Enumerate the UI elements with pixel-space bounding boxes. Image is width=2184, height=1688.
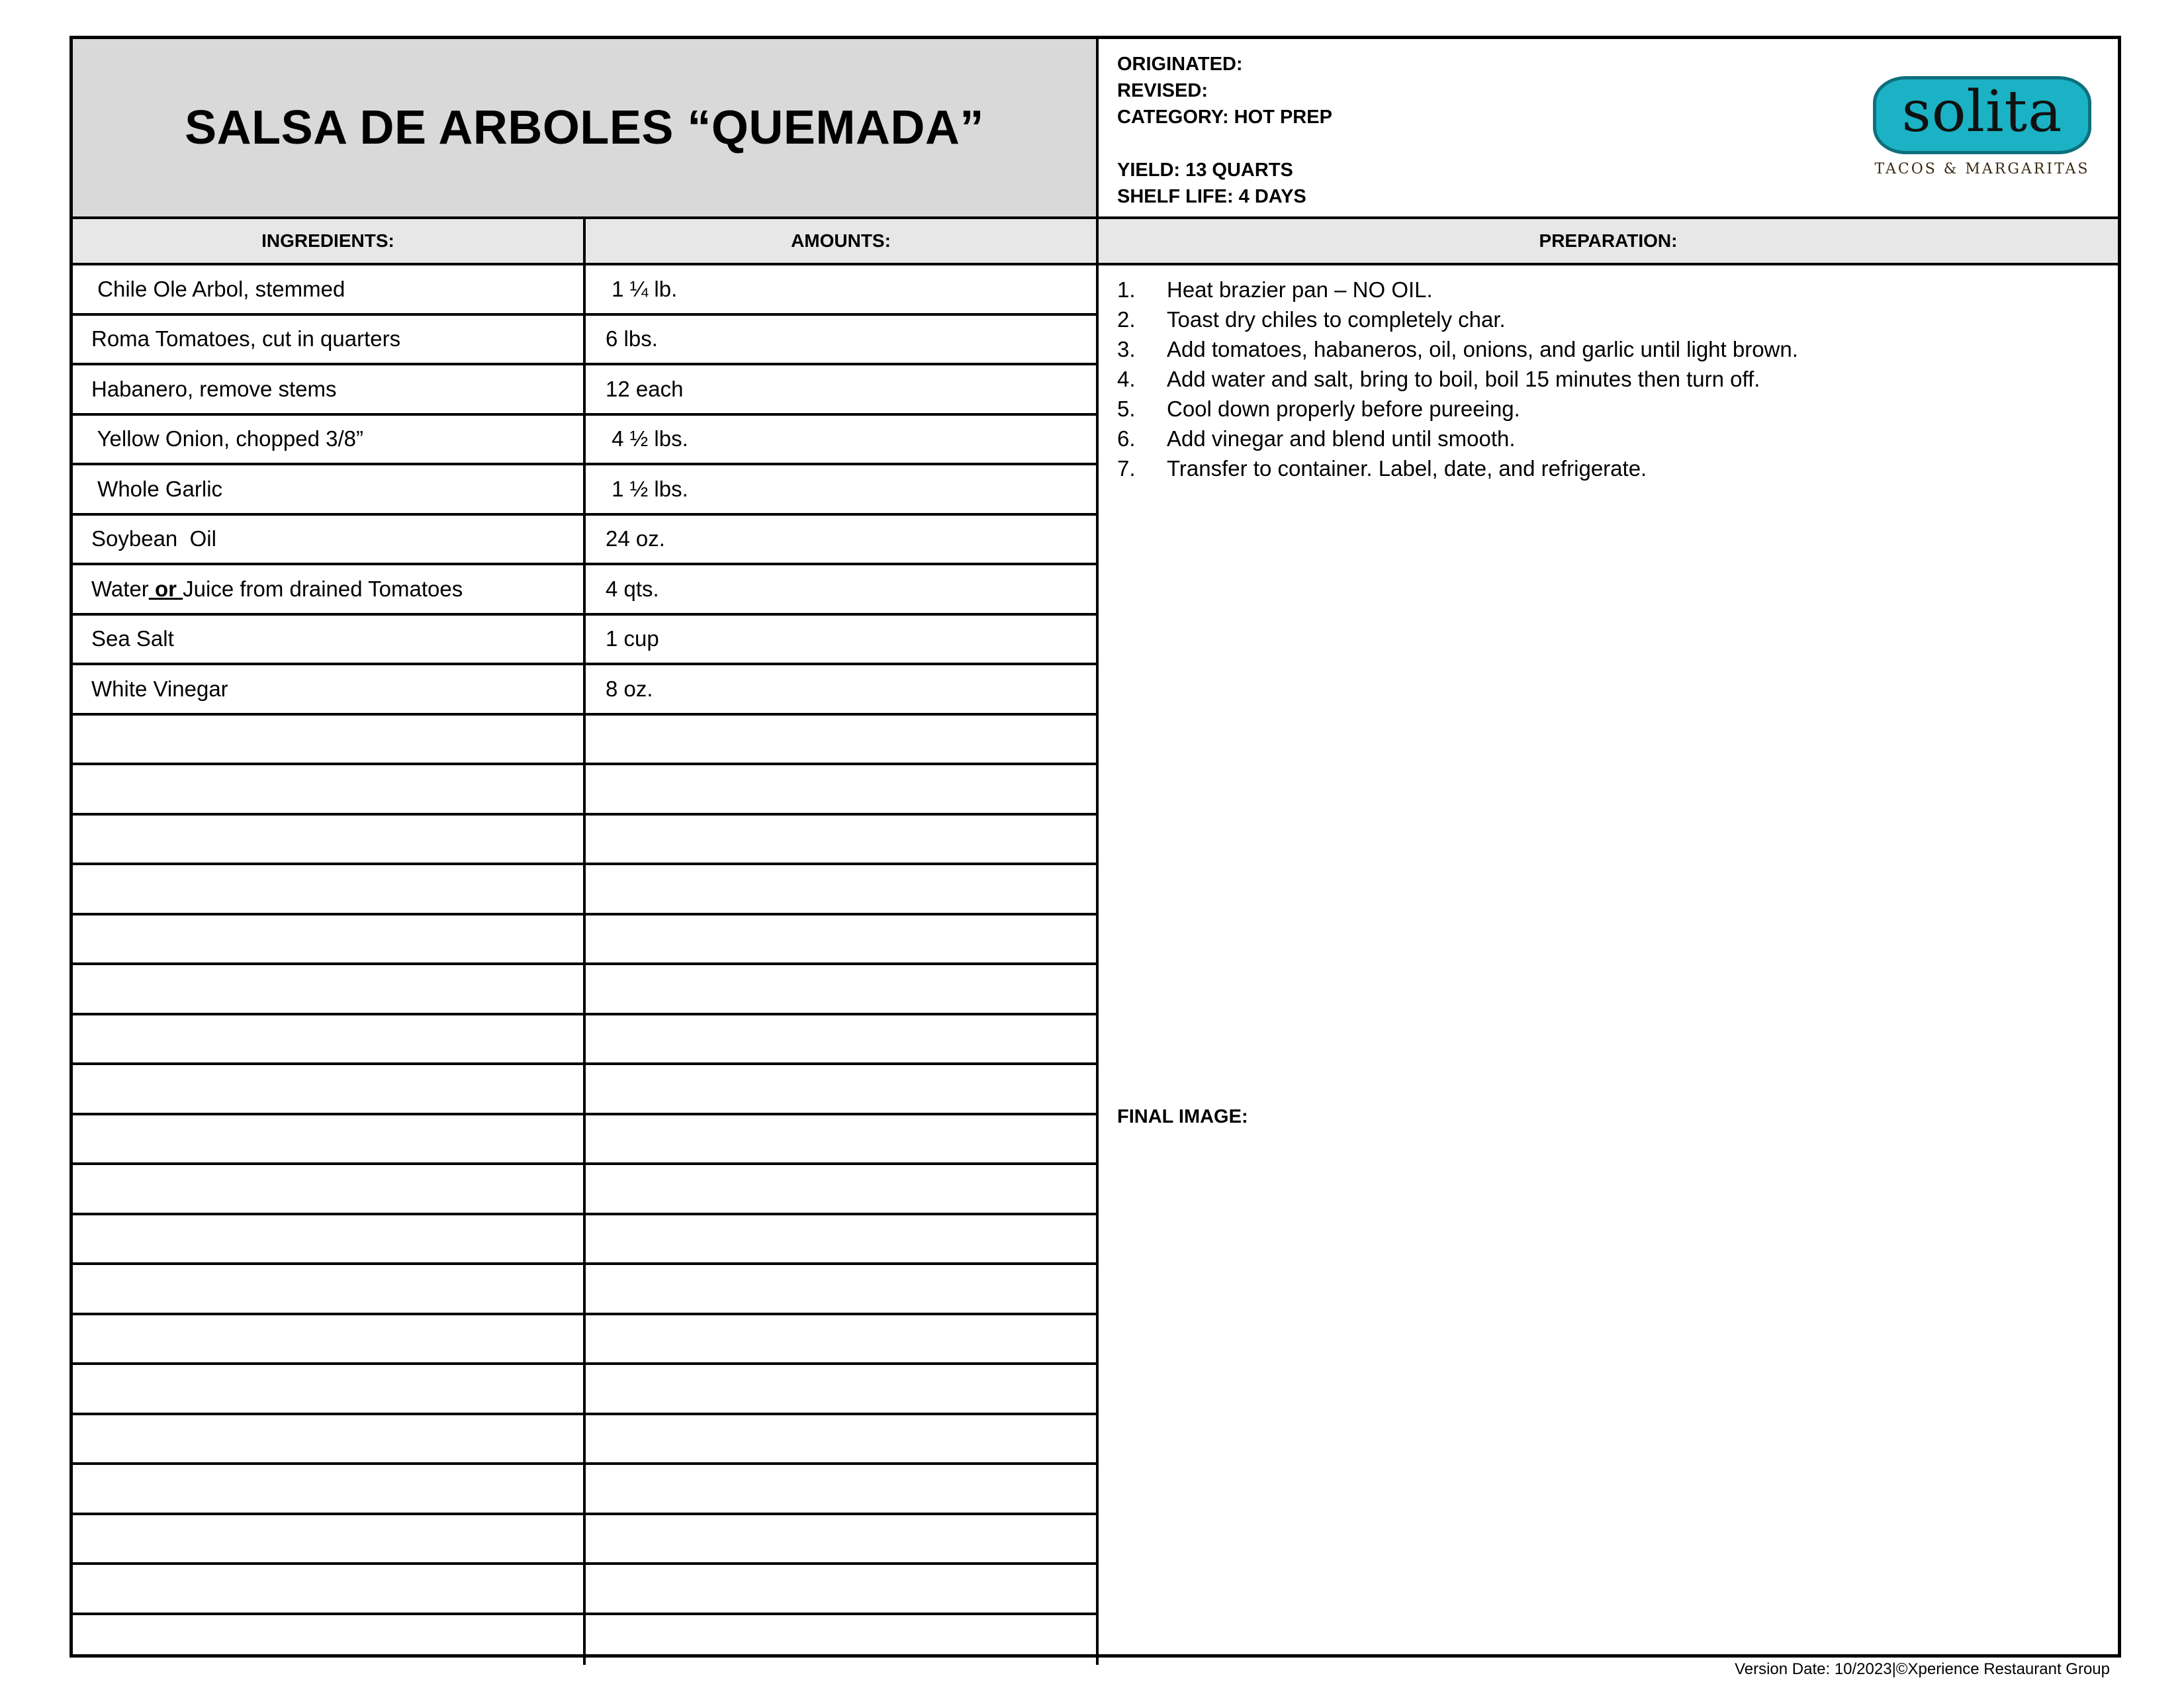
empty-row bbox=[73, 1065, 1099, 1115]
ingredient-amount: 1 cup bbox=[586, 616, 1099, 663]
list-item bbox=[1117, 424, 1798, 453]
list-item bbox=[1117, 364, 1798, 394]
ingredient-name: Chile Ole Arbol, stemmed bbox=[73, 265, 586, 313]
empty-cell bbox=[586, 1365, 1099, 1413]
empty-cell bbox=[586, 1115, 1099, 1163]
list-item bbox=[1117, 453, 1798, 483]
empty-cell bbox=[73, 1415, 586, 1463]
solita-logo bbox=[1873, 76, 2091, 182]
ingredient-name: Soybean Oil bbox=[73, 516, 586, 563]
step-number: 6. bbox=[1117, 426, 1136, 451]
ingredient-amount: 12 each bbox=[586, 365, 1099, 413]
empty-cell bbox=[73, 1315, 586, 1363]
step-number: 1. bbox=[1117, 277, 1136, 302]
empty-cell bbox=[586, 1515, 1099, 1563]
ingredient-name: Habanero, remove stems bbox=[73, 365, 586, 413]
empty-row bbox=[73, 965, 1099, 1015]
table-row bbox=[73, 616, 1099, 666]
empty-cell bbox=[586, 1065, 1099, 1113]
empty-cell bbox=[73, 1465, 586, 1513]
ingredient-name-part: Juice from drained Tomatoes bbox=[183, 576, 463, 601]
yield-label: YIELD: 13 QUARTS bbox=[1117, 160, 1293, 181]
step-number: 2. bbox=[1117, 307, 1136, 332]
empty-row bbox=[73, 1515, 1099, 1566]
title-cell bbox=[73, 39, 1099, 219]
list-item bbox=[1117, 275, 1798, 305]
empty-row bbox=[73, 1365, 1099, 1415]
step-text: Add vinegar and blend until smooth. bbox=[1167, 426, 1516, 451]
empty-cell bbox=[73, 865, 586, 913]
empty-cell bbox=[73, 1365, 586, 1413]
empty-row bbox=[73, 1615, 1099, 1665]
ingredient-amount: 8 oz. bbox=[586, 665, 1099, 713]
empty-row bbox=[73, 765, 1099, 816]
step-number: 4. bbox=[1117, 367, 1136, 391]
empty-cell bbox=[73, 915, 586, 963]
empty-cell bbox=[586, 1015, 1099, 1063]
empty-cell bbox=[73, 1565, 586, 1613]
step-number: 5. bbox=[1117, 397, 1136, 421]
underlined-or: or bbox=[148, 576, 183, 601]
amounts-header: AMOUNTS: bbox=[586, 219, 1099, 265]
table-row bbox=[73, 316, 1099, 366]
ingredient-amount: 1 ½ lbs. bbox=[586, 465, 1099, 513]
ingredient-name: Yellow Onion, chopped 3/8” bbox=[73, 416, 586, 463]
empty-row bbox=[73, 1215, 1099, 1266]
empty-row bbox=[73, 1415, 1099, 1466]
step-text: Heat brazier pan – NO OIL. bbox=[1167, 277, 1433, 302]
list-item bbox=[1117, 334, 1798, 364]
empty-row bbox=[73, 1115, 1099, 1166]
empty-cell bbox=[586, 1265, 1099, 1313]
table-row bbox=[73, 365, 1099, 416]
ingredient-name: Sea Salt bbox=[73, 616, 586, 663]
version-footer: Version Date: 10/2023|©Xperience Restaurant Group bbox=[1735, 1660, 2110, 1678]
empty-cell bbox=[73, 1265, 586, 1313]
logo-badge bbox=[1873, 76, 2091, 154]
empty-cell bbox=[586, 1565, 1099, 1613]
ingredient-name: Whole Garlic bbox=[73, 465, 586, 513]
recipe-title: SALSA DE ARBOLES “QUEMADA” bbox=[185, 101, 984, 154]
empty-cell bbox=[586, 765, 1099, 813]
step-text: Cool down properly before pureeing. bbox=[1167, 397, 1520, 421]
empty-row bbox=[73, 1315, 1099, 1366]
step-text: Transfer to container. Label, date, and refrigerate. bbox=[1167, 456, 1647, 481]
empty-cell bbox=[73, 1615, 586, 1665]
empty-row bbox=[73, 716, 1099, 766]
empty-cell bbox=[73, 765, 586, 813]
empty-cell bbox=[586, 965, 1099, 1013]
ingredient-amount: 6 lbs. bbox=[586, 316, 1099, 363]
empty-cell bbox=[586, 915, 1099, 963]
ingredient-name-part: Water bbox=[91, 576, 149, 601]
ingredient-amount: 24 oz. bbox=[586, 516, 1099, 563]
revised-label: REVISED: bbox=[1117, 80, 1208, 101]
table-row bbox=[73, 665, 1099, 716]
final-image-label: FINAL IMAGE: bbox=[1117, 1106, 1248, 1127]
empty-cell bbox=[586, 816, 1099, 863]
empty-cell bbox=[586, 716, 1099, 763]
empty-cell bbox=[73, 1215, 586, 1263]
step-text: Add water and salt, bring to boil, boil 15 minutes then turn off. bbox=[1167, 367, 1760, 391]
ingredient-amount: 4 ½ lbs. bbox=[586, 416, 1099, 463]
empty-cell bbox=[73, 1015, 586, 1063]
ingredient-name bbox=[73, 565, 586, 613]
table-row bbox=[73, 265, 1099, 316]
empty-cell bbox=[73, 1065, 586, 1113]
ingredient-amount: 4 qts. bbox=[586, 565, 1099, 613]
empty-cell bbox=[586, 1415, 1099, 1463]
empty-row bbox=[73, 1265, 1099, 1315]
preparation-steps bbox=[1117, 275, 1798, 483]
ingredients-table bbox=[73, 265, 1099, 1654]
empty-cell bbox=[73, 965, 586, 1013]
empty-cell bbox=[586, 1465, 1099, 1513]
empty-cell bbox=[586, 865, 1099, 913]
originated-label: ORIGINATED: bbox=[1117, 54, 1243, 75]
shelf-life-label: SHELF LIFE: 4 DAYS bbox=[1117, 186, 1306, 207]
step-text: Add tomatoes, habaneros, oil, onions, and garlic until light brown. bbox=[1167, 337, 1798, 361]
empty-cell bbox=[73, 1165, 586, 1213]
empty-cell bbox=[73, 816, 586, 863]
empty-cell bbox=[73, 1115, 586, 1163]
logo-wordmark: solita bbox=[1901, 79, 2063, 145]
meta-list bbox=[1117, 51, 1332, 210]
empty-cell bbox=[73, 1515, 586, 1563]
empty-row bbox=[73, 1565, 1099, 1615]
category-label: CATEGORY: HOT PREP bbox=[1117, 107, 1332, 128]
step-text: Toast dry chiles to completely char. bbox=[1167, 307, 1506, 332]
preparation-area bbox=[1099, 265, 2118, 1654]
recipe-meta bbox=[1099, 39, 2118, 219]
ingredient-amount: 1 ¼ lb. bbox=[586, 265, 1099, 313]
ingredient-name: White Vinegar bbox=[73, 665, 586, 713]
step-number: 7. bbox=[1117, 456, 1136, 481]
empty-cell bbox=[586, 1615, 1099, 1665]
empty-row bbox=[73, 1015, 1099, 1066]
table-row bbox=[73, 465, 1099, 516]
list-item bbox=[1117, 305, 1798, 334]
empty-cell bbox=[586, 1165, 1099, 1213]
step-number: 3. bbox=[1117, 337, 1136, 361]
empty-cell bbox=[586, 1215, 1099, 1263]
recipe-card bbox=[69, 36, 2121, 1658]
empty-row bbox=[73, 865, 1099, 915]
empty-cell bbox=[73, 716, 586, 763]
table-row bbox=[73, 516, 1099, 566]
empty-row bbox=[73, 1465, 1099, 1515]
logo-tagline: TACOS & MARGARITAS bbox=[1874, 161, 2090, 177]
table-row bbox=[73, 565, 1099, 616]
list-item bbox=[1117, 394, 1798, 424]
table-row bbox=[73, 416, 1099, 466]
empty-row bbox=[73, 915, 1099, 966]
preparation-header: PREPARATION: bbox=[1099, 219, 2118, 265]
empty-cell bbox=[586, 1315, 1099, 1363]
ingredients-header: INGREDIENTS: bbox=[73, 219, 586, 265]
empty-row bbox=[73, 1165, 1099, 1215]
ingredient-name: Roma Tomatoes, cut in quarters bbox=[73, 316, 586, 363]
empty-row bbox=[73, 816, 1099, 866]
